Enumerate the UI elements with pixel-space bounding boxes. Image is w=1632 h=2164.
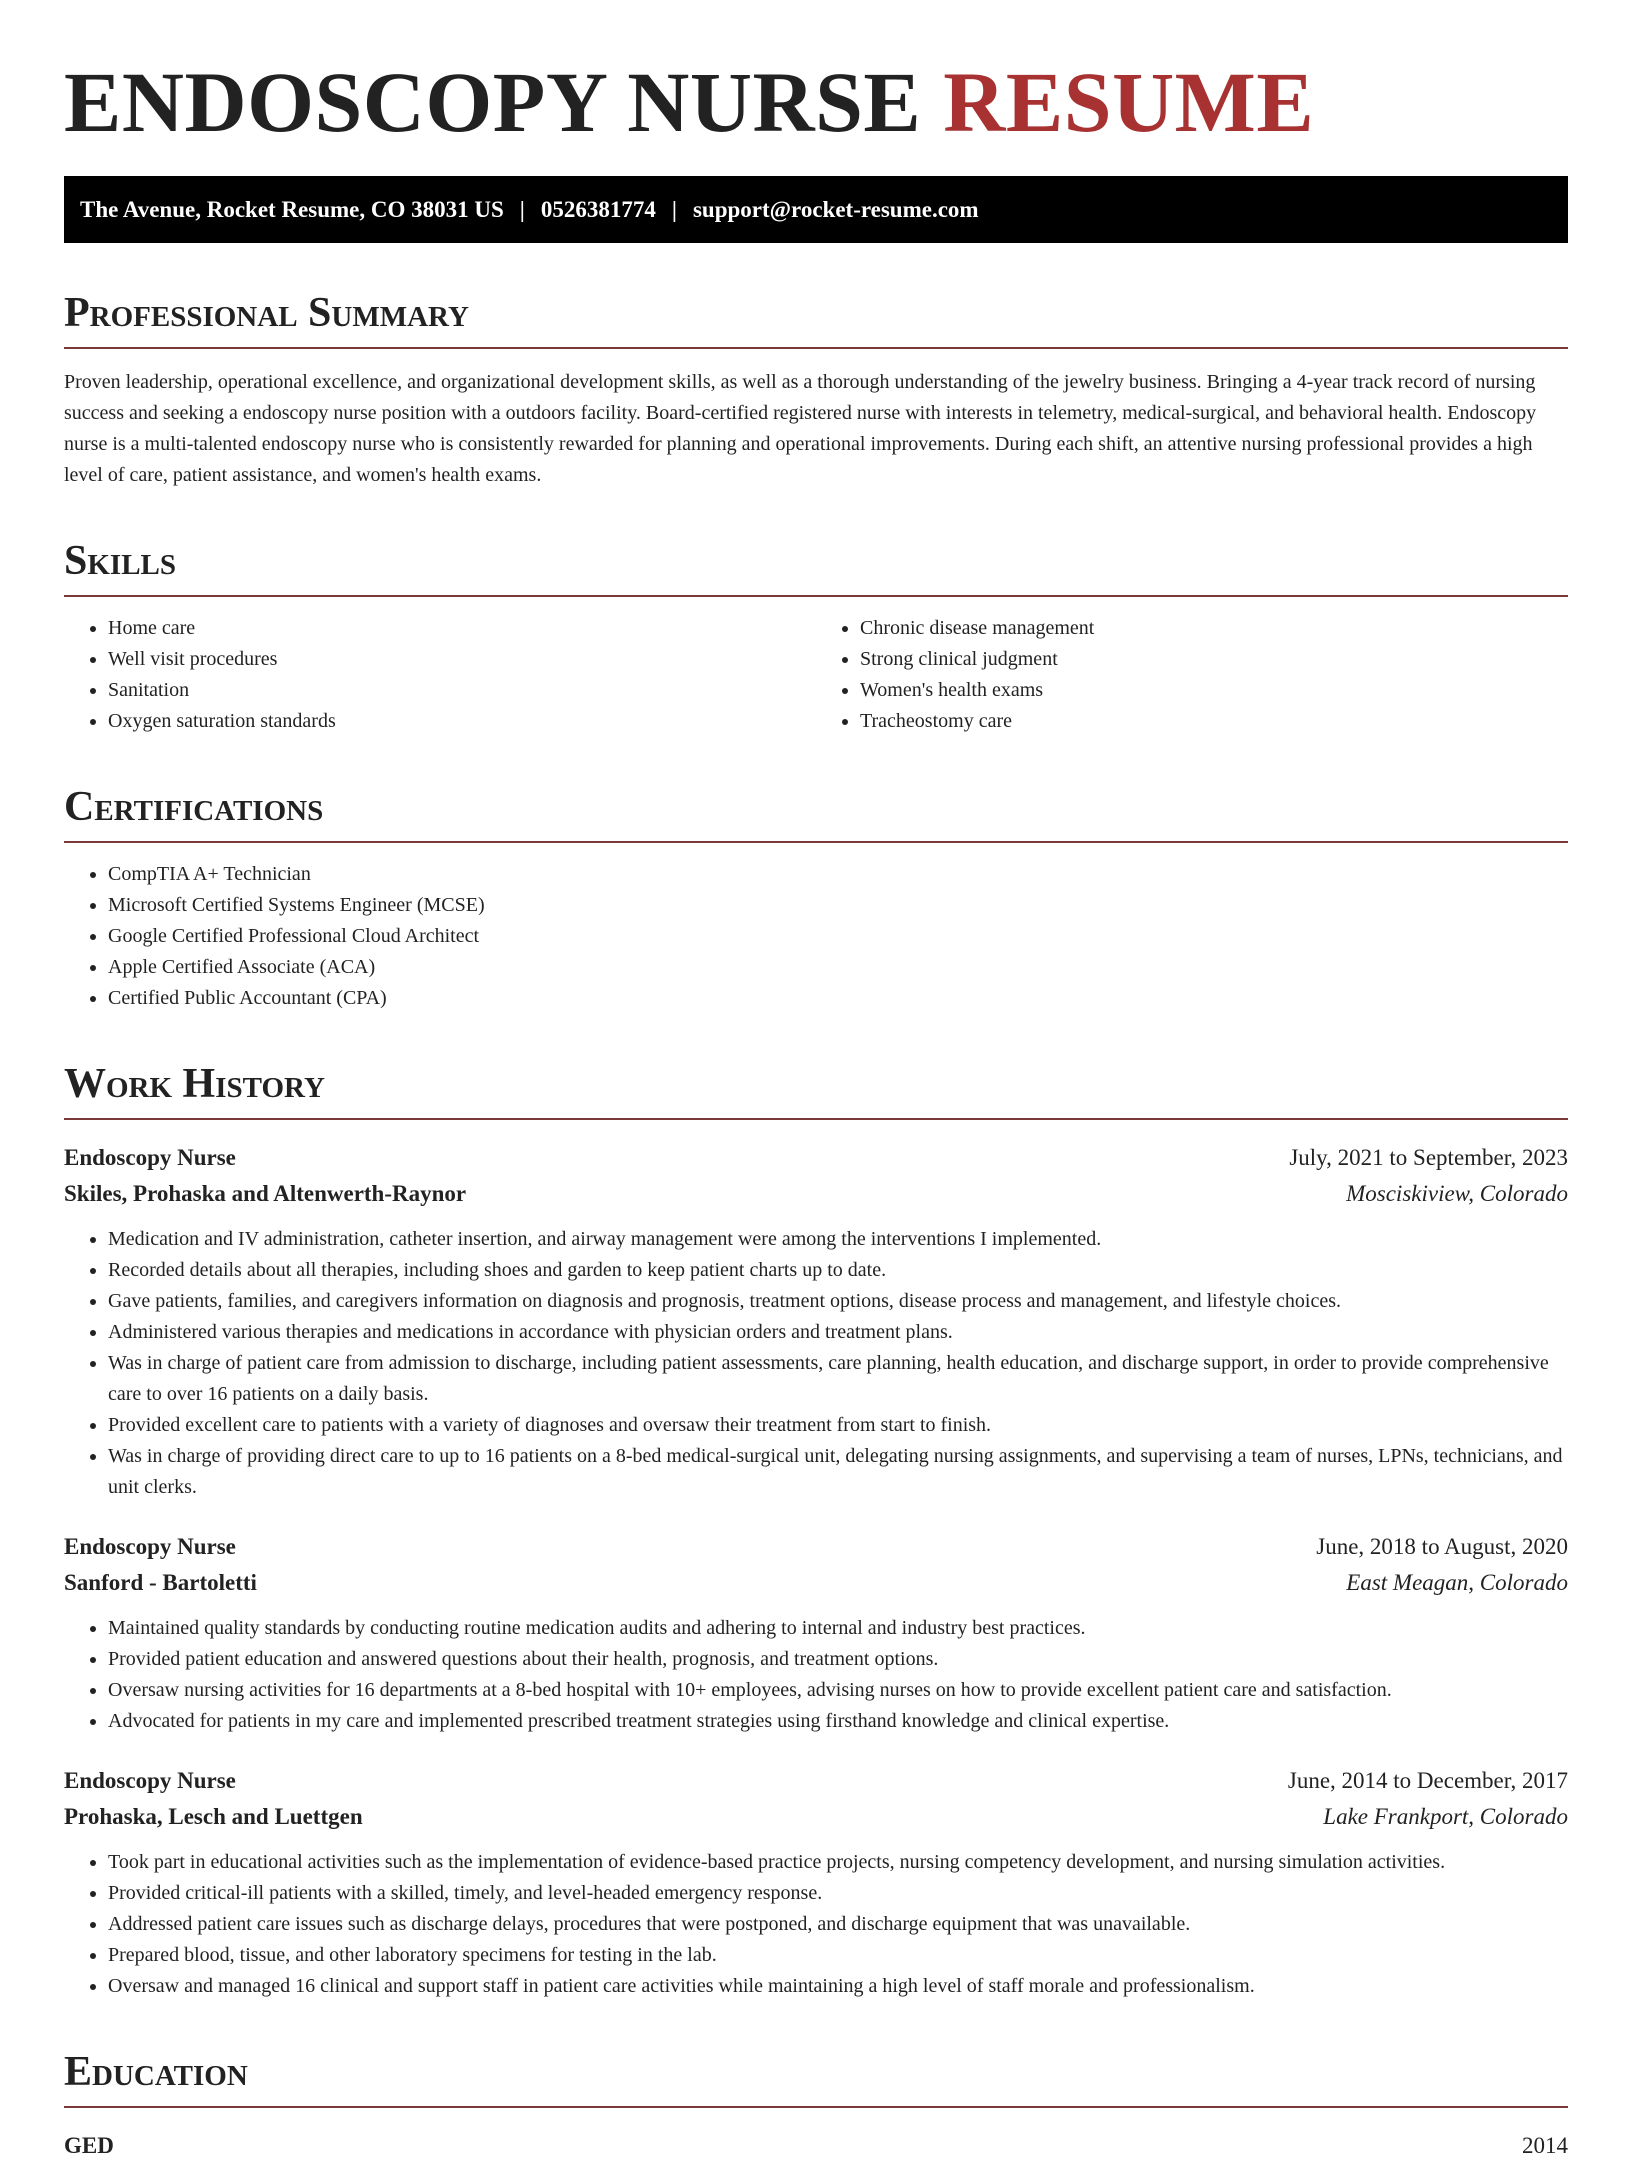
job-title: Endoscopy Nurse [64,1534,236,1559]
skill-item: • Home care [108,613,816,644]
job-duties-list [64,1613,1568,1737]
job-duty: • Provided excellent care to patients with a variety of diagnoses and oversaw their treatment from start to finish. [108,1410,1568,1441]
skills-heading: Skills [64,535,1568,597]
job-title: Endoscopy Nurse [64,1145,236,1170]
certification-item: • CompTIA A+ Technician [108,859,1568,890]
certifications-list [64,859,1568,1014]
contact-address: The Avenue, Rocket Resume, CO 38031 US [80,196,504,222]
job-duty: • Addressed patient care issues such as discharge delays, procedures that were postponed, and discharge equipment that was unavailable. [108,1909,1568,1940]
contact-separator: | [519,196,525,222]
job-duty: • Was in charge of providing direct care to up to 16 patients on a 8-bed medical-surgical unit, delegating nursing assignments, and supervising a team of nurses, LPNs, technicians, and unit clerks. [108,1441,1568,1503]
job-duty: • Provided critical-ill patients with a skilled, timely, and level-headed emergency response. [108,1878,1568,1909]
job-duty: • Took part in educational activities such as the implementation of evidence-based practice projects, nursing competency development, and nursing simulation activities. [108,1847,1568,1878]
education-degree: GED [64,2133,114,2158]
job-entry [64,1529,1568,1737]
skills-right-column [816,613,1568,737]
job-company-row [64,1799,1568,1835]
job-duty: • Recorded details about all therapies, including shoes and garden to keep patient charts up to date. [108,1255,1568,1286]
certification-item: • Certified Public Accountant (CPA) [108,983,1568,1014]
skill-item: • Well visit procedures [108,644,816,675]
job-duties-list [64,1847,1568,2002]
work-history-heading: Work History [64,1058,1568,1120]
job-entry [64,1140,1568,1503]
skills-left-column [64,613,816,737]
job-duty: • Was in charge of patient care from admission to discharge, including patient assessments, care planning, health education, and discharge support, in order to provide comprehensive care to over 16 patients on a daily basis. [108,1348,1568,1410]
title-main: ENDOSCOPY NURSE [64,54,922,150]
job-duties-list [64,1224,1568,1503]
job-company: Skiles, Prohaska and Altenwerth-Raynor [64,1181,467,1206]
job-company: Sanford - Bartoletti [64,1570,257,1595]
summary-text: Proven leadership, operational excellence, and organizational development skills, as well as a thorough understanding of the jewelry business. Bringing a 4-year track record of nursing success and seeking a endoscopy nurse position with a outdoors facility. Board-certified registered nurse with interests in telemetry, medical-surgical, and behavioral health. Endoscopy nurse is a multi-talented endoscopy nurse who is consistently rewarded for planning and operational improvements. During each shift, an attentive nursing professional provides a high level of care, patient assistance, and women's health exams. [64,371,1537,486]
job-dates: July, 2021 to September, 2023 [1289,1145,1568,1170]
job-duty: • Administered various therapies and medications in accordance with physician orders and treatment plans. [108,1317,1568,1348]
job-duty: • Oversaw and managed 16 clinical and support staff in patient care activities while maintaining a high level of staff morale and professionalism. [108,1971,1568,2002]
education-entry [64,2128,1568,2164]
skill-item: • Tracheostomy care [860,706,1568,737]
contact-phone: 0526381774 [540,196,656,222]
skill-item: • Strong clinical judgment [860,644,1568,675]
job-duty: • Provided patient education and answered questions about their health, prognosis, and treatment options. [108,1644,1568,1675]
job-duty: • Gave patients, families, and caregivers information on diagnosis and prognosis, treatment options, disease process and management, and lifestyle choices. [108,1286,1568,1317]
skill-item: • Sanitation [108,675,816,706]
skills-list [64,597,1568,737]
skill-item: • Chronic disease management [860,613,1568,644]
resume-title [64,52,1568,152]
job-duty: • Oversaw nursing activities for 16 departments at a 8-bed hospital with 10+ employees, advising nurses on how to provide excellent patient care and satisfaction. [108,1675,1568,1706]
job-company-row [64,1176,1568,1212]
certification-item: • Apple Certified Associate (ACA) [108,952,1568,983]
job-company-row [64,1565,1568,1601]
job-dates: June, 2018 to August, 2020 [1316,1534,1568,1559]
certification-item: • Google Certified Professional Cloud Architect [108,921,1568,952]
job-location: Mosciskiview, Colorado [1346,1181,1568,1206]
job-header-row [64,1140,1568,1176]
job-location: Lake Frankport, Colorado [1323,1804,1568,1829]
title-accent: RESUME [943,54,1315,150]
education-year: 2014 [1522,2133,1568,2158]
skill-item: • Women's health exams [860,675,1568,706]
certification-item: • Microsoft Certified Systems Engineer (MCSE) [108,890,1568,921]
contact-separator: | [671,196,677,222]
education-heading: Education [64,2046,1568,2108]
job-header-row [64,1763,1568,1799]
job-duty: • Advocated for patients in my care and implemented prescribed treatment strategies using firsthand knowledge and clinical expertise. [108,1706,1568,1737]
job-duty: • Maintained quality standards by conducting routine medication audits and adhering to internal and industry best practices. [108,1613,1568,1644]
job-location: East Meagan, Colorado [1346,1570,1568,1595]
job-duty: • Prepared blood, tissue, and other laboratory specimens for testing in the lab. [108,1940,1568,1971]
job-dates: June, 2014 to December, 2017 [1287,1768,1568,1793]
contact-bar [64,176,1568,243]
summary-heading: Professional Summary [64,287,1568,349]
skill-item: • Oxygen saturation standards [108,706,816,737]
job-header-row [64,1529,1568,1565]
contact-email[interactable]: support@rocket-resume.com [692,196,979,222]
job-title: Endoscopy Nurse [64,1768,236,1793]
job-duty: • Medication and IV administration, catheter insertion, and airway management were among the interventions I implemented. [108,1224,1568,1255]
job-entry [64,1763,1568,2002]
certifications-heading: Certifications [64,781,1568,843]
job-company: Prohaska, Lesch and Luettgen [64,1804,363,1829]
